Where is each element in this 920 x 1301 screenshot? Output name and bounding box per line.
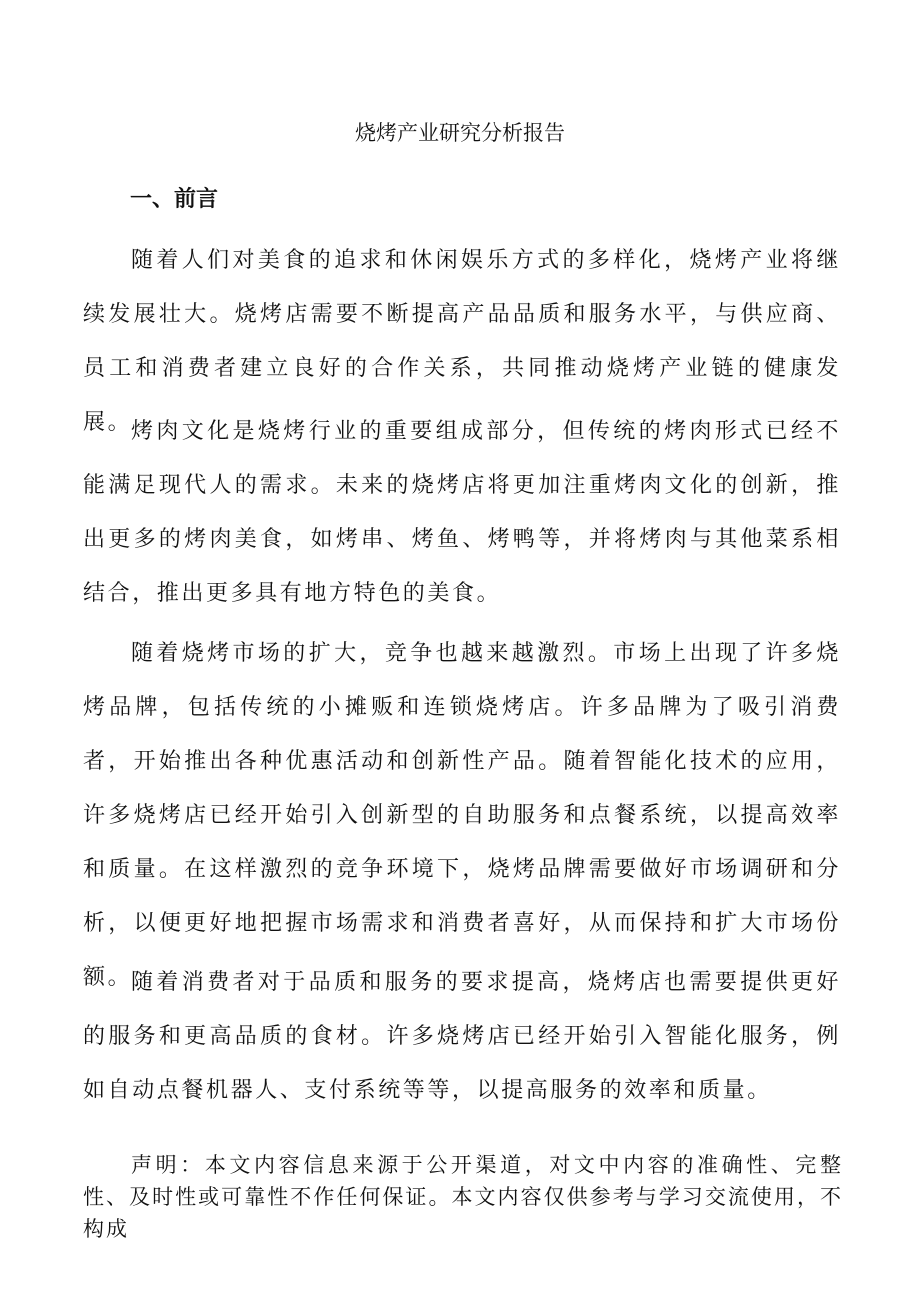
paragraph-1: 随着人们对美食的追求和休闲娱乐方式的多样化，烧烤产业将继续发展壮大。烧烤店需要不断提高产品品质和服务水平，与供应商、员工和消费者建立良好的合作关系，共同推动烧烤产业链的健康发展。 <box>83 248 841 435</box>
paragraph-3: 随着烧烤市场的扩大，竞争也越来越激烈。市场上出现了许多烧烤品牌，包括传统的小摊贩和连锁烧烤店。许多品牌为了吸引消费者，开始推出各种优惠活动和创新性产品。随着智能化技术的应用，许多烧烤店已经开始引入创新型的自助服务和点餐系统，以提高效率和质量。在这样激烈的竞争环境下，烧烤品牌需要做好市场调研和分析，以便更好地把握市场需求和消费者喜好，从而保持和扩大市场份额。 <box>83 641 841 990</box>
paragraph-4: 随着消费者对于品质和服务的要求提高，烧烤店也需要提供更好的服务和更高品质的食材。许多烧烤店已经开始引入智能化服务，例如自动点餐机器人、支付系统等等，以提高服务的效率和质量。 <box>83 970 841 1103</box>
paragraph-2: 烤肉文化是烧烤行业的重要组成部分，但传统的烤肉形式已经不能满足现代人的需求。未来的烧烤店将更加注重烤肉文化的创新，推出更多的烤肉美食，如烤串、烤鱼、烤鸭等，并将烤肉与其他菜系相结合，推出更多具有地方特色的美食。 <box>83 419 841 606</box>
section-heading: 一、前言 <box>130 187 219 212</box>
disclaimer-text: 声明：本文内容信息来源于公开渠道，对文中内容的准确性、完整性、及时性或可靠性不作任何保证。本文内容仅供参考与学习交流使用，不构成 <box>83 1153 843 1241</box>
document-title: 烧烤产业研究分析报告 <box>355 121 565 145</box>
